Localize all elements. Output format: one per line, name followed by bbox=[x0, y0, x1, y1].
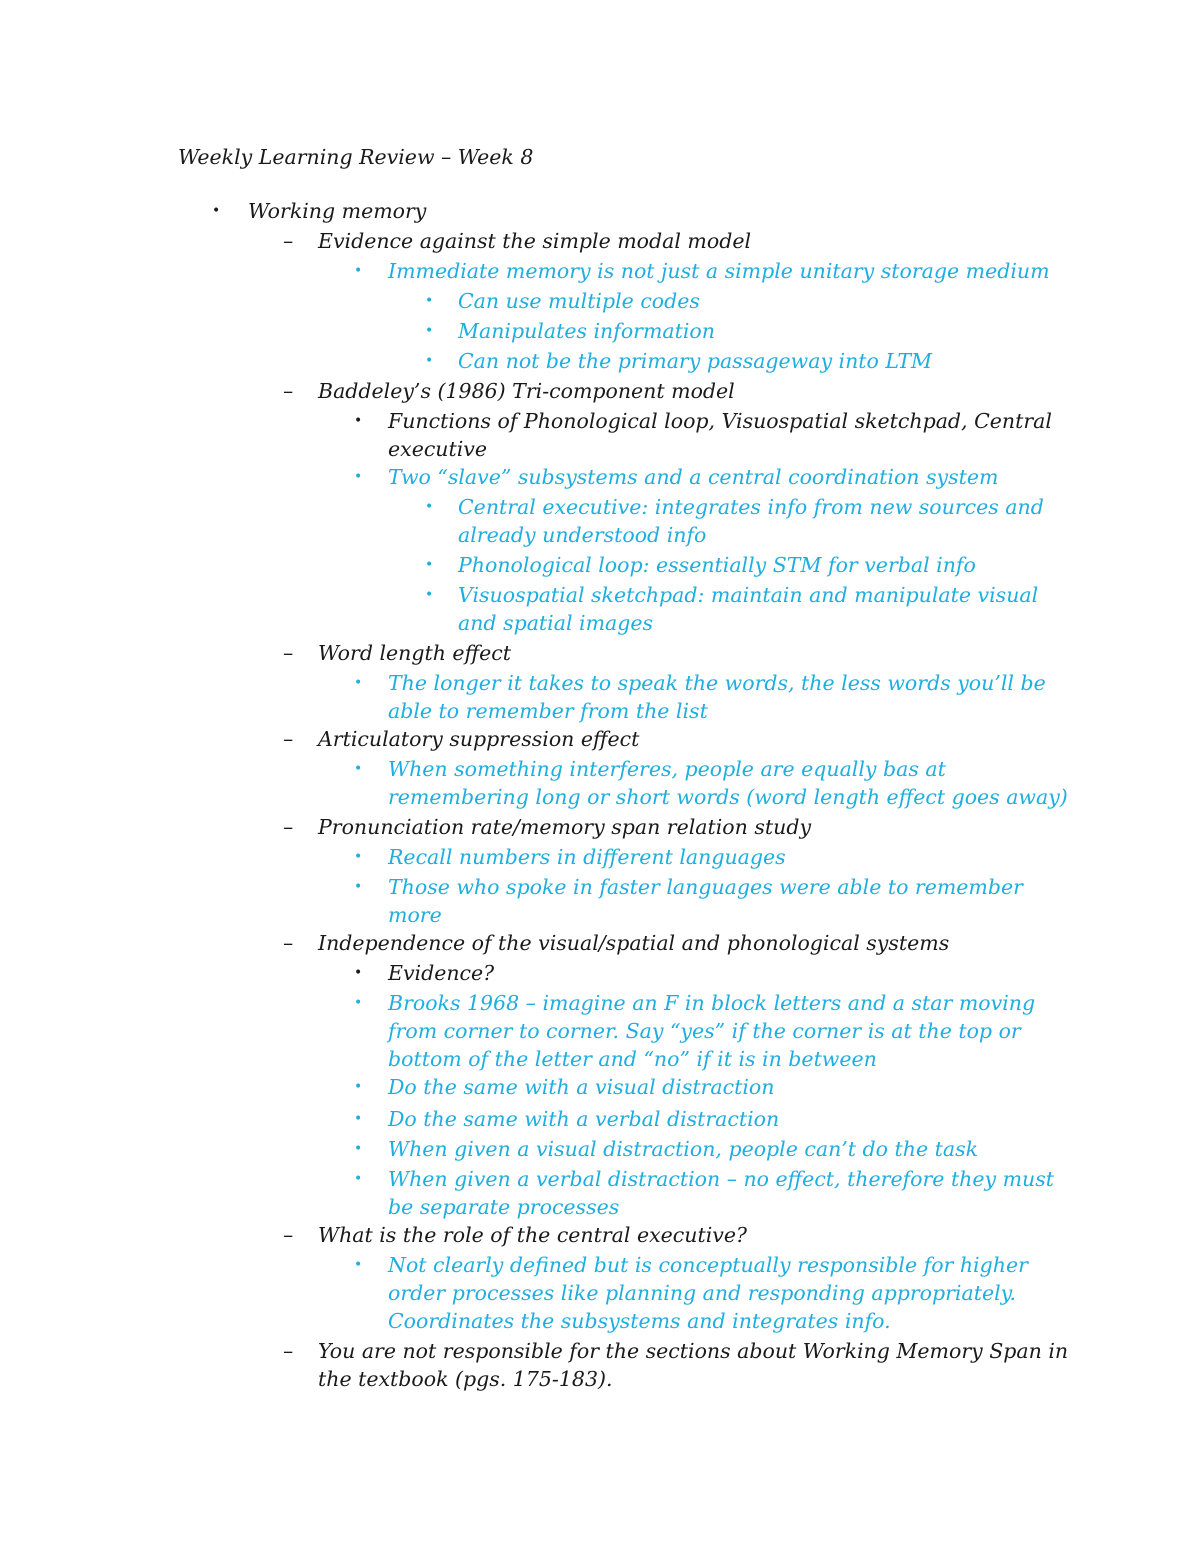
outline-item-text: Functions of Phonological loop, Visuospatial sketchpad, Central bbox=[388, 409, 1052, 433]
dash-marker: – bbox=[283, 379, 294, 403]
dash-marker: – bbox=[283, 1339, 294, 1363]
outline-item-text: order processes like planning and responding appropriately. bbox=[388, 1281, 1017, 1305]
dash-marker: – bbox=[283, 931, 294, 955]
bullet-marker: • bbox=[425, 323, 434, 339]
bullet-marker: • bbox=[354, 879, 363, 895]
outline-item-text: more bbox=[388, 903, 442, 927]
bullet-marker: • bbox=[354, 413, 363, 429]
bullet-marker: • bbox=[425, 557, 434, 573]
outline-item-text: from corner to corner. Say “yes” if the corner is at the top or bbox=[388, 1019, 1021, 1043]
outline-item-text: Manipulates information bbox=[458, 319, 715, 343]
outline-item-text: be separate processes bbox=[388, 1195, 620, 1219]
outline-item-text: Visuospatial sketchpad: maintain and manipulate visual bbox=[458, 583, 1039, 607]
outline-item-text: Brooks 1968 – imagine an F in block letters and a star moving bbox=[388, 991, 1036, 1015]
bullet-marker: • bbox=[354, 761, 363, 777]
outline-item-text: Two “slave” subsystems and a central coordination system bbox=[388, 465, 999, 489]
outline-item-text: Articulatory suppression effect bbox=[318, 727, 640, 751]
outline-item-text: Word length effect bbox=[318, 641, 511, 665]
bullet-marker: • bbox=[354, 965, 363, 981]
outline-item-text: Can not be the primary passageway into LTM bbox=[458, 349, 933, 373]
bullet-marker: • bbox=[425, 587, 434, 603]
outline-item-text: The longer it takes to speak the words, the less words you’ll be bbox=[388, 671, 1046, 695]
outline-item-text: Recall numbers in different languages bbox=[388, 845, 786, 869]
outline-item-text: Those who spoke in faster languages were able to remember bbox=[388, 875, 1023, 899]
dash-marker: – bbox=[283, 1223, 294, 1247]
outline-item-text: Pronunciation rate/memory span relation study bbox=[318, 815, 812, 839]
bullet-marker: • bbox=[212, 203, 221, 219]
bullet-marker: • bbox=[425, 293, 434, 309]
bullet-marker: • bbox=[354, 1141, 363, 1157]
outline-item-text: the textbook (pgs. 175-183). bbox=[318, 1367, 613, 1391]
bullet-marker: • bbox=[354, 1171, 363, 1187]
bullet-marker: • bbox=[354, 1111, 363, 1127]
dash-marker: – bbox=[283, 727, 294, 751]
outline-item-text: Can use multiple codes bbox=[458, 289, 700, 313]
bullet-marker: • bbox=[425, 353, 434, 369]
page-title: Weekly Learning Review – Week 8 bbox=[178, 145, 534, 169]
outline-item-text: Evidence against the simple modal model bbox=[318, 229, 752, 253]
outline-item-text: When something interferes, people are equally bas at bbox=[388, 757, 946, 781]
outline-item-text: Baddeley’s (1986) Tri-component model bbox=[318, 379, 735, 403]
bullet-marker: • bbox=[354, 849, 363, 865]
dash-marker: – bbox=[283, 229, 294, 253]
dash-marker: – bbox=[283, 641, 294, 665]
bullet-marker: • bbox=[354, 995, 363, 1011]
outline-item-text: executive bbox=[388, 437, 488, 461]
outline-item-text: Do the same with a visual distraction bbox=[388, 1075, 775, 1099]
bullet-marker: • bbox=[354, 469, 363, 485]
outline-item-text: already understood info bbox=[458, 523, 707, 547]
bullet-marker: • bbox=[354, 263, 363, 279]
outline-item-text: bottom of the letter and “no” if it is in between bbox=[388, 1047, 877, 1071]
bullet-marker: • bbox=[425, 499, 434, 515]
outline-item-text: When given a visual distraction, people can’t do the task bbox=[388, 1137, 979, 1161]
outline-item-text: Central executive: integrates info from new sources and bbox=[458, 495, 1044, 519]
dash-marker: – bbox=[283, 815, 294, 839]
outline-item-text: You are not responsible for the sections about Working Memory Span in bbox=[318, 1339, 1069, 1363]
outline-item-text: Not clearly defined but is conceptually responsible for higher bbox=[388, 1253, 1028, 1277]
outline-item-text: Working memory bbox=[248, 199, 427, 223]
outline-item-text: and spatial images bbox=[458, 611, 654, 635]
outline-item-text: What is the role of the central executive? bbox=[318, 1223, 747, 1247]
outline-item-text: Evidence? bbox=[388, 961, 495, 985]
outline-item-text: remembering long or short words (word length effect goes away) bbox=[388, 785, 1068, 809]
bullet-marker: • bbox=[354, 1079, 363, 1095]
bullet-marker: • bbox=[354, 1257, 363, 1273]
outline-item-text: Do the same with a verbal distraction bbox=[388, 1107, 780, 1131]
outline-item-text: Immediate memory is not just a simple unitary storage medium bbox=[388, 259, 1050, 283]
bullet-marker: • bbox=[354, 675, 363, 691]
outline-item-text: Coordinates the subsystems and integrates info. bbox=[388, 1309, 891, 1333]
outline-item-text: Phonological loop: essentially STM for verbal info bbox=[458, 553, 976, 577]
outline-item-text: When given a verbal distraction – no effect, therefore they must bbox=[388, 1167, 1055, 1191]
outline-item-text: able to remember from the list bbox=[388, 699, 708, 723]
outline-item-text: Independence of the visual/spatial and phonological systems bbox=[318, 931, 950, 955]
